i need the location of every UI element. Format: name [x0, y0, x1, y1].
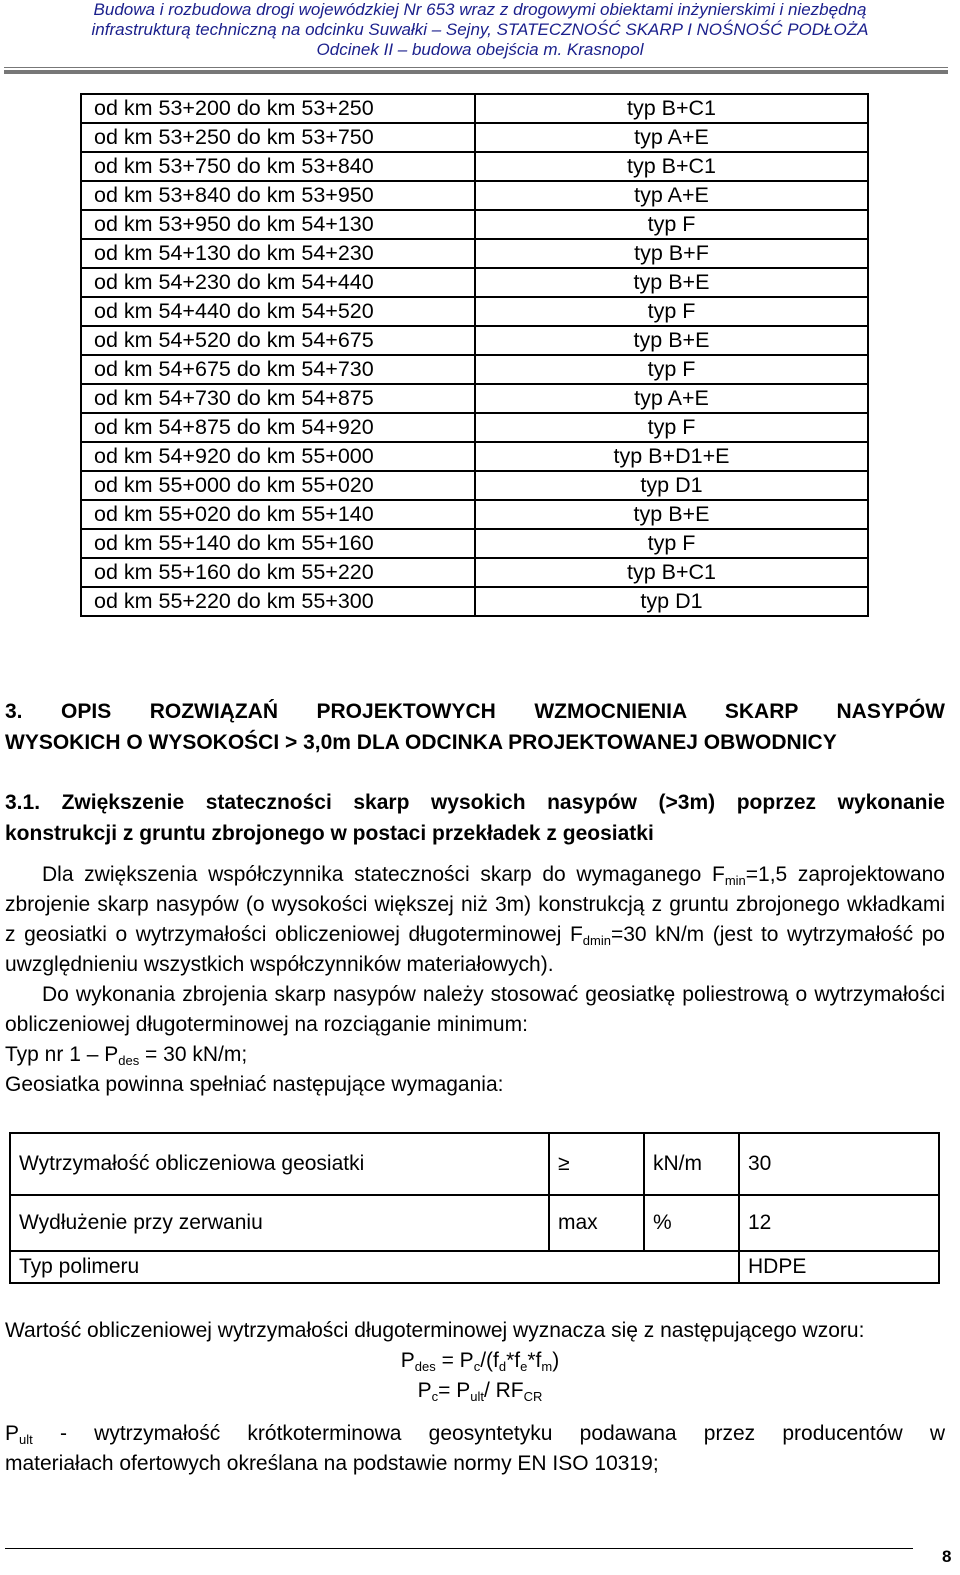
structure-type-cell: typ F — [475, 355, 868, 384]
structure-type-cell: typ F — [475, 297, 868, 326]
paragraph-stability: Dla zwiększenia współczynnika stateczności skarp do wymaganego $F_{min}=1,5$ zaprojektowano zbrojenie skarp nasypów (o wysokości większej niż 3m) konstrukcją z gruntu zbrojonego wkładkami z geosiatki o wytrzymałości obliczeniowej długoterminowej $F_{dmin}=30$ kN/m (jest to wytrzymałość po uwzględnieniu wszystkich współczynników materiałowych). — [5, 863, 945, 976]
km-range-cell: od km 55+000 do km 55+020 — [81, 471, 475, 500]
table-row — [81, 210, 868, 239]
table-row — [10, 1133, 939, 1195]
param-cell: Typ polimeru — [10, 1251, 739, 1283]
header-line-2: infrastrukturą techniczną na odcinku Suwałki – Sejny, STATECZNOŚĆ SKARP I NOŚNOŚĆ PODŁOŻA — [91, 20, 869, 39]
requirements-intro: Geosiatka powinna spełniać następujące wymagania: — [5, 1073, 504, 1096]
km-range-cell: od km 53+200 do km 53+250 — [81, 94, 475, 123]
document-header — [0, 0, 960, 60]
value-cell: HDPE — [739, 1251, 939, 1283]
km-range-cell: od km 54+440 do km 54+520 — [81, 297, 475, 326]
km-range-cell: od km 55+020 do km 55+140 — [81, 500, 475, 529]
table-row — [81, 268, 868, 297]
page-number: 8 — [942, 1547, 952, 1566]
table-row — [81, 587, 868, 616]
section-3-heading-line-2: WYSOKICH O WYSOKOŚCI > 3,0m DLA ODCINKA PROJEKTOWANEJ OBWODNICY — [5, 731, 837, 754]
structure-type-cell: typ F — [475, 529, 868, 558]
km-range-cell: od km 53+950 do km 54+130 — [81, 210, 475, 239]
km-range-cell: od km 54+520 do km 54+675 — [81, 326, 475, 355]
km-range-cell: od km 53+840 do km 53+950 — [81, 181, 475, 210]
param-cell: Wydłużenie przy zerwaniu — [10, 1195, 549, 1251]
operator-cell: ≥ — [549, 1133, 644, 1195]
section-3-1-heading-line-2: konstrukcji z gruntu zbrojonego w postaci przekładek z geosiatki — [5, 822, 654, 845]
structure-type-cell: typ A+E — [475, 181, 868, 210]
pult-definition — [5, 1419, 945, 1479]
structure-type-cell: typ B+C1 — [475, 152, 868, 181]
structure-type-cell: typ A+E — [475, 123, 868, 152]
km-range-cell: od km 55+220 do km 55+300 — [81, 587, 475, 616]
value-cell: 30 — [739, 1133, 939, 1195]
km-range-cell: od km 53+250 do km 53+750 — [81, 123, 475, 152]
structure-type-cell: typ B+E — [475, 268, 868, 297]
table-row — [10, 1195, 939, 1251]
header-line-3: Odcinek II – budowa obejścia m. Krasnopol — [316, 40, 644, 59]
table-row — [81, 529, 868, 558]
km-range-cell: od km 54+730 do km 54+875 — [81, 384, 475, 413]
structure-type-cell: typ F — [475, 413, 868, 442]
section-3-1-heading-line-1: 3.1. Zwiększenie stateczności skarp wysokich nasypów (>3m) poprzez wykonanie — [5, 791, 945, 814]
type-requirement-line: Typ nr $1 - P_{des} = 30$ kN/m; — [5, 1043, 248, 1068]
km-type-table — [80, 93, 869, 617]
pult-definition-line-2: materiałach ofertowych określana na podstawie normy EN ISO 10319; — [5, 1452, 659, 1475]
km-range-cell: od km 53+750 do km 53+840 — [81, 152, 475, 181]
structure-type-cell: typ B+E — [475, 326, 868, 355]
table-row — [81, 500, 868, 529]
km-range-cell: od km 54+675 do km 54+730 — [81, 355, 475, 384]
table-row — [81, 442, 868, 471]
section-3-heading-line-1: 3. OPIS ROZWIĄZAŃ PROJEKTOWYCH WZMOCNIENIA SKARP NASYPÓW — [5, 700, 945, 723]
table-row — [10, 1251, 939, 1283]
structure-type-cell: typ B+D1+E — [475, 442, 868, 471]
structure-type-cell: typ B+E — [475, 500, 868, 529]
km-range-cell: od km 54+230 do km 54+440 — [81, 268, 475, 297]
table-row — [81, 384, 868, 413]
formula-pdes: $P_{des} = P_c/(f_d*f_e*f_m)$ — [400, 1349, 560, 1374]
param-cell: Wytrzymałość obliczeniowa geosiatki — [10, 1133, 549, 1195]
paragraph-geogrid: Do wykonania zbrojenia skarp nasypów należy stosować geosiatkę poliestrową o wytrzymałości obliczeniowej długoterminowej na rozciąganie minimum: — [5, 983, 945, 1036]
structure-type-cell: typ B+C1 — [475, 558, 868, 587]
table-row — [81, 181, 868, 210]
table-row — [81, 94, 868, 123]
operator-cell: max — [549, 1195, 644, 1251]
table-row — [81, 297, 868, 326]
structure-type-cell: typ F — [475, 210, 868, 239]
body-text — [5, 860, 945, 1100]
footer-divider — [5, 1548, 913, 1549]
table-row — [81, 558, 868, 587]
table-row — [81, 152, 868, 181]
header-line-1: Budowa i rozbudowa drogi wojewódzkiej Nr 653 wraz z drogowymi obiektami inżynierskimi i niezbędną — [93, 0, 867, 19]
structure-type-cell: typ B+F — [475, 239, 868, 268]
km-range-cell: od km 54+130 do km 54+230 — [81, 239, 475, 268]
formula-pc: $P_c= P_{ult}/$ $RF_{CR}$ — [417, 1379, 543, 1404]
km-range-cell: od km 55+160 do km 55+220 — [81, 558, 475, 587]
value-cell: 12 — [739, 1195, 939, 1251]
table-row — [81, 239, 868, 268]
km-range-cell: od km 55+140 do km 55+160 — [81, 529, 475, 558]
structure-type-cell: typ D1 — [475, 587, 868, 616]
pult-definition-line-1: $P_{ult}$ - wytrzymałość krótkoterminowa geosyntetyku podawana przez producentów w — [5, 1422, 945, 1447]
table-row — [81, 123, 868, 152]
km-range-cell: od km 54+920 do km 55+000 — [81, 442, 475, 471]
geogrid-requirements-table — [9, 1132, 940, 1284]
structure-type-cell: typ D1 — [475, 471, 868, 500]
section-3-1-heading — [5, 787, 945, 849]
header-divider-thin — [4, 67, 948, 68]
formula-intro: Wartość obliczeniowej wytrzymałości długoterminowej wyznacza się z następującego wzoru: — [5, 1319, 865, 1342]
unit-cell: % — [644, 1195, 739, 1251]
header-divider-thick — [4, 70, 948, 74]
section-3-heading — [5, 696, 945, 758]
unit-cell: kN/m — [644, 1133, 739, 1195]
km-range-cell: od km 54+875 do km 54+920 — [81, 413, 475, 442]
table-row — [81, 471, 868, 500]
structure-type-cell: typ B+C1 — [475, 94, 868, 123]
table-row — [81, 413, 868, 442]
structure-type-cell: typ A+E — [475, 384, 868, 413]
table-row — [81, 326, 868, 355]
table-row — [81, 355, 868, 384]
